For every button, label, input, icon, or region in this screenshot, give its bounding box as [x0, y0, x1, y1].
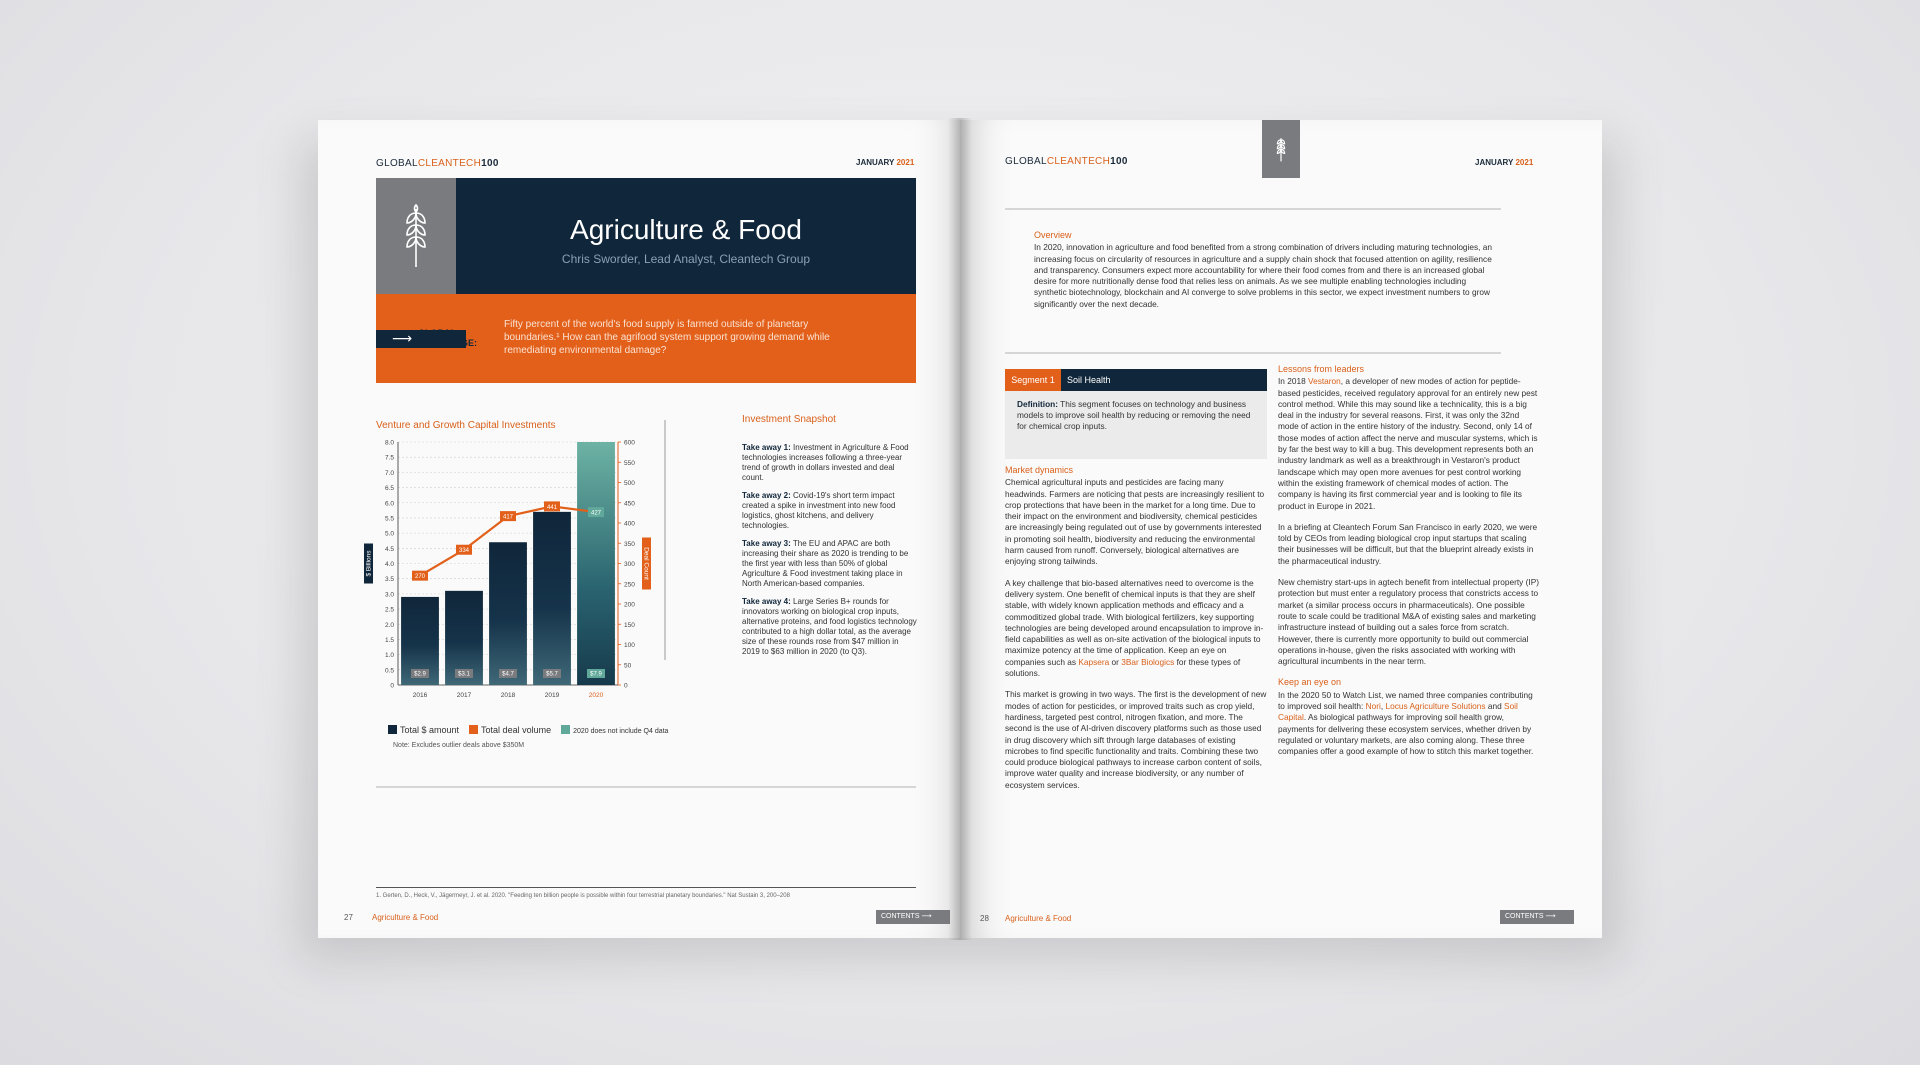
lessons-paragraph: New chemistry start-ups in agtech benefit from intellectual property (IP) protection but must enter a regulatory process that constricts access to market (a similar process occurs in pharmaceuticals). One possible route to scale could be traditional M&A of existing sales and marketing infrastructure instead of building out a sales force from scratch. However, there is currently more opportunity to build out commercial operations in-house, given the risks associated with working with agricultural incumbents in the near term.: [1278, 577, 1539, 667]
takeaway-item: Take away 1: Investment in Agriculture & Food technologies increases following a three-year trend of growth in dollars invested and deal count.: [742, 443, 909, 482]
wheat-icon: [376, 178, 456, 294]
author-line: Chris Sworder, Lead Analyst, Cleantech Group: [561, 252, 811, 266]
bar-data-label: $4.7: [502, 671, 514, 678]
line-data-label: 417: [502, 514, 514, 521]
takeaway-item: Take away 3: The EU and APAC are both increasing their share as 2020 is trending to be the first year with less than 50% of global Agriculture & Food investment taking place in North American-based companies.: [742, 539, 909, 588]
y2-tick-label: 100: [624, 642, 635, 649]
y2-tick-label: 300: [624, 561, 635, 568]
y-tick-label: 1.0: [384, 652, 394, 660]
contents-button[interactable]: CONTENTS ⟶: [1500, 910, 1574, 924]
bar: [577, 442, 615, 685]
x-tick-label: 2017: [456, 692, 472, 699]
lessons-section: [1278, 364, 1540, 768]
chart-note: Note: Excludes outlier deals above $350M: [393, 742, 525, 749]
y-tick-label: 2.0: [384, 621, 394, 629]
kapsera-link[interactable]: Kapsera: [1078, 656, 1110, 667]
page-number: 27: [344, 913, 353, 922]
y2-tick-label: 50: [624, 662, 632, 670]
left-page: [318, 120, 964, 938]
y-tick-label: 5.5: [384, 515, 394, 523]
keep-heading: Keep an eye on: [1278, 677, 1342, 688]
takeaway-item: Take away 4: Large Series B+ rounds for innovators working on biological crop inputs, alternative proteins, and food logistics technology contributed to a high dollar total, as the average size of these rounds rose from $47 million in 2019 to $63 million in 2020 (to Q3).: [742, 597, 917, 656]
x-tick-label: 2018: [500, 692, 516, 699]
x-tick-label: 2020: [588, 692, 604, 699]
market-paragraph: A key challenge that bio-based alternatives need to overcome is the delivery system. One benefit of chemical inputs is that they are shelf stable, with widely known application methods and efficacy and a commoditized global trade. With biological fertilizers, key supporting technologies are being developed around encapsulation to improve in-field capabilities as well as on-site activation of the biological inputs to maximize potency at the time of application. Keep an eye on companies such as Kapsera or 3Bar Biologics for these types of solutions.: [1005, 577, 1264, 679]
market-paragraph: Chemical agricultural inputs and pesticides are facing many headwinds. Farmers are noticing that pests are increasingly resilient to crop protections that have been in the market for a long time. Due to their impact on the environment and biodiversity, chemical pesticides are increasingly being regulated out of use by governments interested in promoting soil health, biodiversity and reducing the environmental harm caused from runoff. Conversely, biological alternatives are enjoying strong tailwinds.: [1005, 477, 1265, 567]
chart-title: Venture and Growth Capital Investments: [376, 420, 556, 431]
snapshot-title: Investment Snapshot: [742, 414, 836, 425]
page-title: Agriculture & Food: [570, 214, 802, 245]
segment-number: Segment 1: [1005, 369, 1061, 391]
y2-tick-label: 600: [624, 439, 635, 447]
nori-link[interactable]: Nori: [1365, 701, 1381, 712]
bar-data-label: $5.7: [546, 671, 558, 678]
x-tick-label: 2019: [544, 692, 560, 699]
y-tick-label: 7.0: [384, 469, 394, 477]
y-tick-label: 2.5: [384, 606, 394, 614]
y-tick-label: 5.0: [384, 530, 394, 538]
segment-card: [1005, 369, 1267, 459]
y-tick-label: 3.0: [384, 591, 394, 599]
hero-banner: [376, 178, 916, 383]
lessons-heading: Lessons from leaders: [1278, 364, 1365, 374]
segment-name: Soil Health: [1067, 375, 1111, 385]
legend-item-2020: 2020 does not include Q4 data: [561, 725, 668, 735]
legend-item-volume: Total deal volume: [469, 725, 551, 735]
market-heading: Market dynamics: [1005, 465, 1074, 475]
y-tick-label: 0: [390, 682, 394, 690]
y2-tick-label: 400: [624, 520, 635, 528]
y-tick-label: 0.5: [384, 667, 394, 675]
y2-tick-label: 500: [624, 480, 635, 487]
right-page: [960, 120, 1602, 938]
y-tick-label: 4.0: [384, 561, 394, 568]
overview-section: [1034, 230, 1494, 310]
section-name: Agriculture & Food: [372, 913, 439, 922]
keep-paragraph: In the 2020 50 to Watch List, we named three companies contributing to improved soil health: Nori, Locus Agriculture Solutions and Soil Capital. As biological pathways for improving soil health grow, payments for delivering these ecosystem services, whether driven by regulated or voluntary markets, are also coming along. These three companies offer a good example of how to stitch this market together.: [1278, 689, 1534, 757]
divider: [376, 786, 916, 788]
footnote-rule: [376, 887, 916, 888]
market-dynamics-section: [1005, 465, 1267, 801]
chart-legend: [388, 725, 668, 735]
segment-definition: Definition: This segment focuses on technology and business models to improve soil health by reducing or removing the need for chemical crop inputs.: [1005, 391, 1267, 459]
footnote: 1. Gerten, D., Heck, V., Jägermeyr, J. et al. 2020. "Feeding ten billion people is possible within four terrestrial planetary boundaries." Nat Sustain 3, 200–208: [376, 893, 790, 899]
y2-tick-label: 450: [624, 500, 635, 508]
snapshot-list: [742, 443, 917, 665]
page-number: 28: [980, 914, 989, 923]
y-tick-label: 1.5: [384, 636, 394, 644]
lessons-paragraph: In 2018 Vestaron, a developer of new modes of action for peptide-based pesticides, received regulatory approval for an entirely new pest control method. While this may sound like a technicality, this is a big deal in the industry for several reasons. First, it was only the 32nd mode of action in the entire history of the industry. Second, only 14 of those modes of action affect the nerve and muscular systems, which is by far the best way to kill a bug. This development represents both an industry landmark as well as a breakthrough in Vestaron's product landscape which may open more avenues for pest control working within the existing framework of chemical modes of action. The company is having its first commercial year and is looking to file its product in Europe in 2021.: [1278, 376, 1538, 511]
line-data-label: 334: [458, 548, 470, 555]
market-paragraph: This market is growing in two ways. The first is the development of new modes of action for pesticides, or improved traits such as crop yield, hardiness, targeted pest control, nitrogen fixation, and more. The second is the use of AI-driven discovery platforms such as those used in drug discovery which sift through large databases of existing microbes to find specific functionality and traits. Combining these two could produce biological pathways to increase carbon content of soils, improve water quality and increase biodiversity, or any number of ecosystem services.: [1005, 689, 1267, 790]
y-tick-label: 6.5: [384, 485, 394, 493]
hero-title-panel: [456, 178, 916, 294]
overview-text: In 2020, innovation in agriculture and food benefited from a strong combination of drivers including maturing technologies, an increasing focus on circularity of resources in agriculture and a supply chain shock that focused attention on agility, resilience and transparency. Consumers expect more accountability for where their food comes from and there is an increased global desire for more nutritionally dense food that relies less on animals. As we see multiple enabling technologies including synthetic biotechnology, blockchain and AI converge to solve problems in this sector, we expect investment numbers to grow significantly over the next decade.: [1034, 242, 1492, 309]
section-name: Agriculture & Food: [1005, 914, 1072, 923]
challenge-label: GLOBAL CHALLENGE:: [418, 328, 477, 348]
y-tick-label: 6.0: [384, 500, 394, 508]
bar-data-label: $2.9: [414, 671, 426, 678]
y2-tick-label: 350: [624, 540, 635, 548]
y2-tick-label: 0: [624, 682, 628, 690]
arrow-right-icon: ⟶: [392, 330, 413, 346]
y2-tick-label: 550: [624, 459, 635, 467]
divider: [1005, 352, 1501, 354]
divider: [1005, 208, 1501, 210]
column-divider: [664, 420, 666, 660]
legend-item-amount: Total $ amount: [388, 725, 459, 735]
locus-link[interactable]: Locus Agriculture Solutions: [1385, 701, 1486, 712]
y-axis-label: $ Billions: [365, 550, 373, 577]
bar-data-label: $3.1: [458, 671, 470, 678]
wheat-tab-icon: [1262, 120, 1300, 178]
y2-axis-label: Deal Count: [642, 547, 650, 580]
y-tick-label: 4.5: [384, 545, 394, 553]
book-spine: [948, 118, 972, 940]
line-data-label: 427: [590, 510, 602, 517]
y-tick-label: 7.5: [384, 454, 394, 462]
brand-logo: GLOBALCLEANTECH100: [1005, 156, 1128, 167]
y-tick-label: 8.0: [384, 439, 394, 447]
takeaway-item: Take away 2: Covid-19's short term impact created a spike in investment into new food logistics, ghost kitchens, and delivery technologies.: [742, 491, 896, 530]
line-data-label: 441: [546, 504, 558, 511]
investment-chart: [365, 438, 666, 699]
bar: [489, 542, 527, 685]
lessons-paragraph: In a briefing at Cleantech Forum San Francisco in early 2020, we were told by CEOs from leading biological crop input startups that scaling their businesses will be difficult, but that the blueprint already exists in the pharmaceutical industry.: [1278, 521, 1538, 566]
line-data-label: 270: [414, 574, 426, 581]
3bar-biologics-link[interactable]: 3Bar Biologics: [1121, 656, 1175, 667]
bar: [533, 512, 571, 685]
global-challenge-panel: [376, 294, 916, 383]
overview-heading: Overview: [1034, 230, 1072, 240]
brand-logo: GLOBALCLEANTECH100: [376, 158, 499, 169]
y2-tick-label: 150: [624, 621, 635, 629]
y2-tick-label: 200: [624, 601, 635, 609]
arrow-right-icon: ⟶: [921, 913, 932, 920]
bar-data-label: $7.9: [590, 671, 602, 678]
issue-date: JANUARY 2021: [856, 158, 915, 167]
y2-tick-label: 250: [624, 581, 635, 589]
issue-date: JANUARY 2021: [1475, 158, 1534, 167]
x-tick-label: 2016: [412, 692, 428, 699]
soil-capital-link[interactable]: Soil Capital: [1278, 701, 1518, 723]
contents-button[interactable]: CONTENTS ⟶: [876, 910, 950, 924]
vestaron-link[interactable]: Vestaron: [1308, 376, 1341, 387]
challenge-text: Fifty percent of the world's food supply is farmed outside of planetary boundaries.¹ How can the agrifood system support growing demand while remediating environmental damage?: [504, 319, 830, 356]
arrow-right-icon: ⟶: [1545, 913, 1556, 920]
y-tick-label: 3.5: [384, 576, 394, 584]
